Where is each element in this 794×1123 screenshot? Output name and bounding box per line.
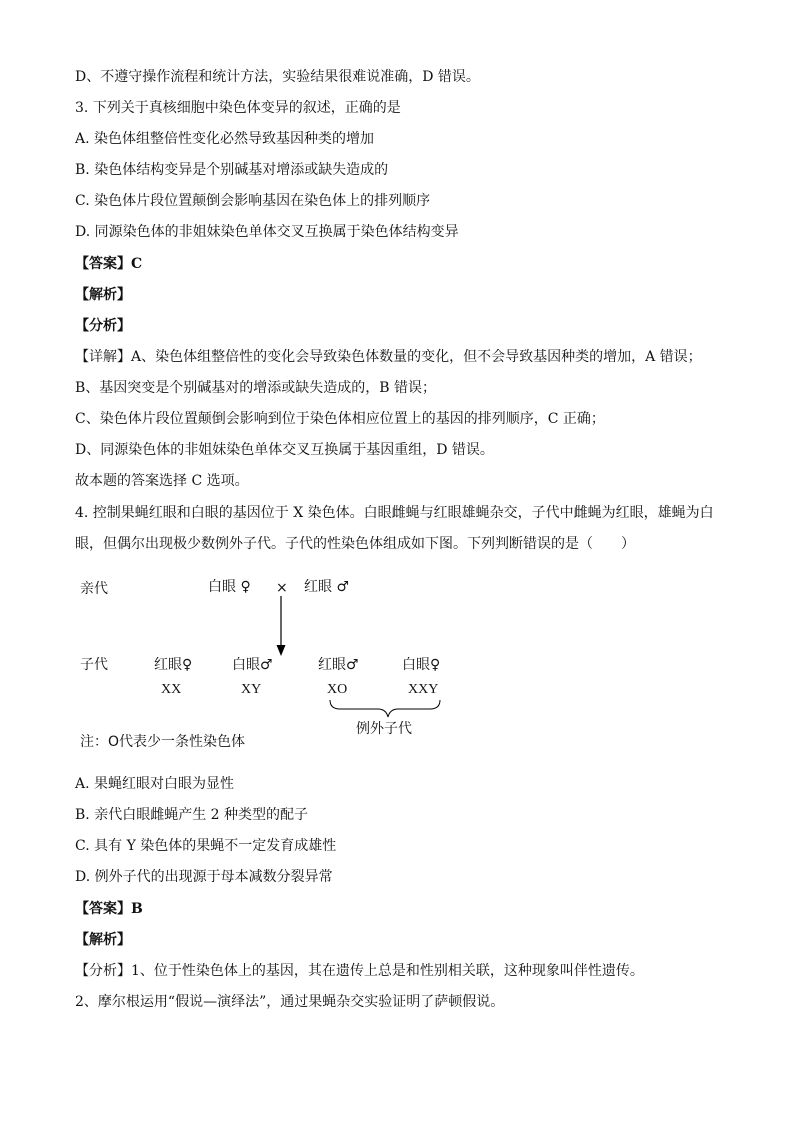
offspring-genotype: XX [161,682,182,697]
detail-line: 【详解】A、染色体组整倍性的变化会导致染色体数量的变化，但不会导致基因种类的增加，A 错误； [75,349,702,365]
parent-male: 红眼 ♂ [304,579,350,595]
analysis-heading: 【解析】 [75,932,131,948]
diagram-note: 注：O代表少一条性染色体 [80,734,246,750]
answer-heading: 【答案】B [75,901,143,917]
question-4-stem-cont: 眼，但偶尔出现极少数例外子代。子代的性染色体组成如下图。下列判断错误的是（ ） [75,536,635,552]
analysis-heading: 【解析】 [75,287,131,303]
option-b: B. 染色体结构变异是个别碱基对增添或缺失造成的 [75,162,389,178]
offspring-phenotype: 白眼♂ [232,657,273,673]
detail-line: B、基因突变是个别碱基对的增添或缺失造成的，B 错误； [75,380,437,396]
offspring-genotype: XY [241,682,262,697]
answer-heading: 【答案】C [75,256,143,272]
offspring-phenotype: 红眼♂ [318,657,359,673]
detail-line: C、染色体片段位置颠倒会影响到位于染色体相应位置上的基因的排列顺序，C 正确； [75,411,605,427]
option-c: C. 具有 Y 染色体的果蝇不一定发育成雄性 [75,838,337,854]
option-a: A. 染色体组整倍性变化必然导致基因种类的增加 [75,131,375,147]
option-d: D. 同源染色体的非姐妹染色单体交叉互换属于染色体结构变异 [75,224,459,240]
text-line: D、不遵守操作流程和统计方法，实验结果很难说准确，D 错误。 [75,69,480,85]
cross-arrow-head [277,645,286,656]
detail-line: 故本题的答案选择 C 选项。 [75,473,249,489]
detail-line: D、同源染色体的非姐妹染色单体交叉互换属于基因重组，D 错误。 [75,442,494,458]
offspring-phenotype: 红眼♀ [154,657,193,673]
offspring-label: 子代 [80,657,108,673]
fenxi-heading: 【分析】 [75,318,131,334]
question-4-stem: 4. 控制果蝇红眼和白眼的基因位于 X 染色体。白眼雌蝇与红眼雄蝇杂交，子代中雌蝇为红眼，雄蝇为白 [75,505,714,521]
fenxi-line: 【分析】1、位于性染色体上的基因，其在遗传上总是和性别相关联，这种现象叫伴性遗传。 [75,963,644,979]
option-a: A. 果蝇红眼对白眼为显性 [75,776,235,792]
parent-label: 亲代 [80,581,108,597]
offspring-genotype: XXY [408,682,439,697]
exception-brace [330,700,440,717]
fenxi-line: 2、摩尔根运用“假说—演绎法”，通过果蝇杂交实验证明了萨顿假说。 [75,994,505,1010]
question-3-stem: 3. 下列关于真核细胞中染色体变异的叙述，正确的是 [75,100,401,116]
cross-symbol: × [276,580,288,596]
exception-label: 例外子代 [356,721,412,737]
option-b: B. 亲代白眼雌蝇产生 2 种类型的配子 [75,807,308,823]
offspring-genotype: XO [327,682,348,697]
parent-female: 白眼 ♀ [208,579,251,595]
offspring-phenotype: 白眼♀ [402,657,441,673]
option-d: D. 例外子代的出现源于母本减数分裂异常 [75,869,333,885]
option-c: C. 染色体片段位置颠倒会影响基因在染色体上的排列顺序 [75,193,431,209]
